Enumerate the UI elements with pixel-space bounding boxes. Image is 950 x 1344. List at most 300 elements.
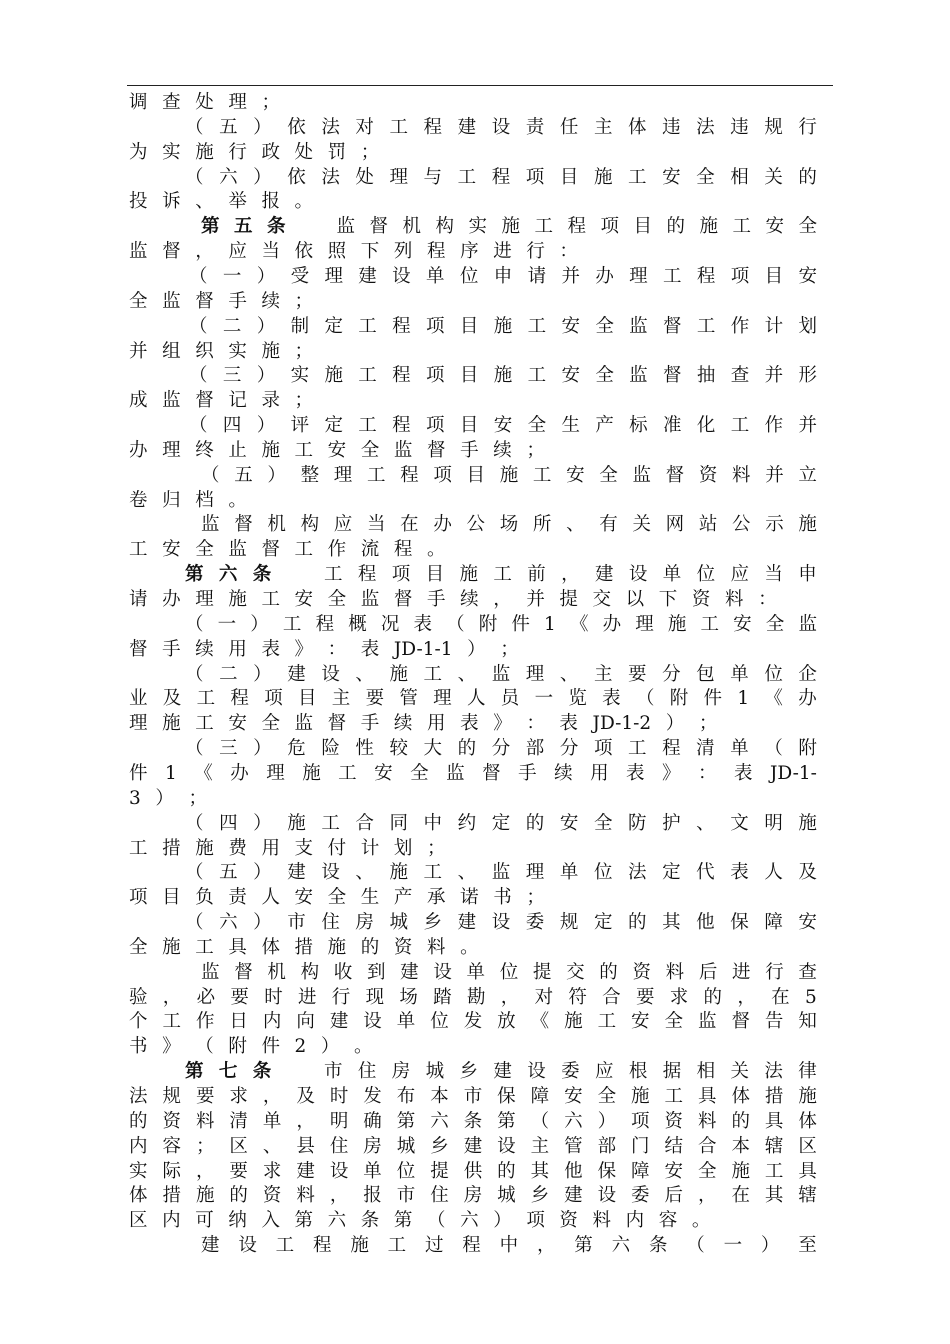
text-glyph: 程 [392, 365, 411, 387]
text-glyph: 安 [662, 166, 681, 188]
text-glyph: 业 [129, 688, 148, 710]
text-glyph: 手 [518, 762, 537, 784]
text-glyph: ） [253, 862, 272, 884]
text-glyph: 主 [593, 116, 613, 138]
text-glyph: 、 [262, 1135, 282, 1157]
text-glyph: 提 [559, 589, 578, 610]
text-glyph: ： [559, 241, 578, 263]
text-glyph: 文 [730, 812, 749, 834]
text-glyph: 要 [365, 688, 385, 710]
text-glyph: 全 [327, 589, 347, 610]
text-line [189, 264, 817, 289]
text-glyph: 设 [392, 265, 411, 287]
text-glyph: 作 [764, 415, 784, 437]
text-glyph: 员 [500, 688, 520, 710]
text-glyph: 诉 [162, 191, 181, 213]
text-glyph: 。 [691, 1210, 711, 1232]
text-glyph: 位 [459, 265, 479, 287]
text-line [201, 512, 817, 537]
text-glyph: 手 [426, 589, 446, 610]
text-glyph: 项 [631, 1110, 650, 1132]
text-line [129, 1183, 817, 1208]
text-glyph: 续 [393, 713, 413, 735]
text-glyph: 施 [798, 514, 817, 536]
text-glyph: 建 [400, 961, 419, 983]
text-glyph: 当 [261, 241, 280, 263]
text-glyph: 工 [423, 663, 443, 685]
text-glyph: 单 [730, 738, 749, 760]
text-glyph: 程 [315, 613, 335, 635]
text-glyph: 求 [229, 1086, 248, 1107]
text-glyph: 、 [559, 663, 579, 685]
text-glyph: 法 [628, 862, 647, 884]
text-glyph: 至 [798, 1235, 817, 1257]
text-glyph: 》 [162, 1036, 181, 1058]
text-glyph: ） [256, 315, 276, 337]
text-glyph: 《 [569, 613, 589, 635]
text-glyph: 提 [430, 1160, 449, 1182]
text-glyph: ） [760, 1235, 780, 1257]
text-glyph: 用 [590, 762, 609, 784]
text-glyph: 全 [599, 464, 618, 486]
text-glyph: 附 [669, 688, 689, 710]
text-glyph: 照 [327, 241, 347, 263]
text-glyph: 督 [195, 290, 214, 312]
text-glyph: 施 [564, 1011, 583, 1033]
text-glyph: 罚 [327, 141, 347, 163]
text-glyph: 工 [294, 439, 314, 461]
text-line [201, 463, 817, 488]
text-glyph: 发 [463, 1011, 483, 1033]
text-glyph: ， [195, 1160, 215, 1182]
text-glyph: 门 [631, 1135, 650, 1157]
text-glyph: 施 [195, 837, 214, 859]
text-glyph: 其 [662, 912, 681, 934]
text-glyph: 全 [129, 290, 148, 312]
text-glyph: 体 [261, 936, 280, 958]
text-glyph: 抽 [696, 365, 716, 387]
text-line [129, 686, 817, 711]
text-glyph: 供 [463, 1160, 483, 1182]
text-glyph: ， [162, 986, 182, 1008]
text-glyph: （ [195, 1036, 214, 1058]
text-glyph: 作 [730, 315, 750, 337]
text-glyph: ； [261, 92, 280, 113]
text-glyph: 法 [129, 1086, 148, 1107]
text-glyph: 验 [129, 986, 148, 1008]
text-glyph: 、 [457, 663, 477, 685]
text-glyph: 监 [294, 713, 314, 735]
text-glyph: 程 [426, 241, 446, 263]
text-glyph: 下 [360, 241, 380, 263]
text-glyph: 六 [327, 1210, 347, 1232]
text-glyph: ） [665, 713, 685, 735]
text-glyph: 手 [228, 290, 247, 312]
text-glyph: 设 [497, 1135, 516, 1157]
text-glyph: 障 [764, 912, 783, 934]
text-glyph: （ [635, 688, 655, 710]
text-line [129, 1159, 817, 1184]
text-glyph: 一 [222, 265, 242, 287]
text-glyph: ， [262, 1086, 282, 1107]
text-glyph: 建 [287, 862, 306, 884]
text-glyph: 的 [731, 1110, 750, 1132]
text-glyph: 保 [497, 1086, 516, 1107]
text-glyph: 手 [460, 439, 479, 461]
text-glyph: 分 [662, 663, 681, 685]
text-glyph: 请 [129, 589, 148, 610]
text-glyph: 请 [527, 265, 547, 287]
text-glyph: 作 [195, 1011, 215, 1033]
text-glyph: 障 [631, 1160, 650, 1182]
text-glyph: 具 [697, 1086, 717, 1107]
text-glyph: 施 [731, 1160, 750, 1182]
text-glyph: 负 [195, 887, 214, 909]
text-glyph: 第 [294, 1210, 314, 1232]
text-glyph: 申 [493, 265, 513, 287]
text-glyph: 受 [290, 265, 310, 287]
text-glyph: 当 [366, 514, 386, 536]
text-glyph: 建 [457, 912, 477, 934]
text-glyph: （ [446, 613, 465, 635]
text-glyph: 手 [360, 713, 380, 735]
text-glyph: 及 [296, 1086, 315, 1107]
text-glyph: 工 [457, 166, 477, 188]
text-glyph: 设 [527, 1061, 546, 1083]
text-glyph: 管 [399, 688, 418, 710]
text-glyph: 行 [765, 961, 784, 983]
text-glyph: 的 [703, 986, 723, 1008]
text-line [129, 438, 817, 463]
text-glyph: 措 [162, 837, 181, 859]
text-glyph: 辖 [798, 1185, 817, 1207]
text-line [129, 786, 817, 811]
text-glyph: 乡 [530, 1185, 550, 1207]
text-glyph: 监 [162, 390, 181, 412]
text-glyph: 明 [764, 812, 783, 834]
text-glyph: 准 [663, 415, 682, 437]
heading-char: 五 [234, 216, 253, 238]
text-glyph: 附 [228, 1036, 247, 1058]
text-glyph: 结 [664, 1135, 684, 1157]
text-glyph: 安 [493, 415, 513, 437]
text-glyph: 监 [162, 290, 181, 312]
text-glyph: 理 [525, 862, 545, 884]
text-glyph: 的 [497, 1160, 516, 1182]
text-glyph: 体 [129, 1185, 148, 1207]
text-glyph: 实 [162, 141, 181, 163]
text-glyph: 工 [358, 315, 377, 337]
text-glyph: 划 [393, 837, 413, 859]
text-glyph: 概 [348, 613, 367, 635]
text-glyph: 内 [625, 1210, 645, 1232]
text-glyph: 续 [554, 762, 573, 784]
text-glyph: 位 [593, 862, 613, 884]
text-glyph: ， [500, 986, 520, 1008]
text-glyph: 织 [195, 340, 214, 362]
text-glyph: 全 [597, 1086, 617, 1107]
text-glyph: 安 [228, 713, 247, 735]
article-heading-line [201, 214, 817, 239]
text-glyph: 理 [629, 265, 648, 287]
text-glyph: 监 [360, 589, 380, 610]
text-line [185, 811, 817, 836]
text-glyph: 办 [230, 762, 249, 784]
text-line [129, 985, 817, 1010]
text-glyph: 工 [195, 936, 214, 958]
text-glyph: 对 [355, 116, 374, 138]
text-glyph: 六 [430, 1110, 449, 1132]
text-glyph: 单 [363, 1160, 382, 1182]
text-glyph: ： [698, 762, 717, 784]
text-glyph: 施 [798, 1086, 817, 1107]
text-glyph: 工 [527, 315, 547, 337]
text-glyph: 项 [593, 738, 613, 760]
text-glyph: 据 [662, 1061, 682, 1083]
text-glyph: 《 [194, 762, 213, 784]
text-glyph: 勘 [466, 986, 486, 1008]
text-glyph: 护 [662, 812, 681, 834]
text-glyph: 施 [195, 1185, 215, 1207]
text-glyph: 录 [261, 390, 280, 412]
text-glyph: 实 [290, 365, 310, 387]
text-glyph: 保 [597, 1160, 617, 1182]
text-glyph: 位 [430, 1011, 449, 1033]
text-glyph: 设 [491, 912, 511, 934]
text-glyph: 、 [195, 191, 214, 213]
text-glyph: ； [698, 713, 718, 735]
text-glyph: 施 [798, 812, 817, 834]
text-glyph: 、 [355, 862, 374, 884]
text-glyph: 程 [400, 464, 419, 486]
text-glyph: 记 [228, 390, 247, 412]
text-glyph: 合 [602, 986, 621, 1008]
text-glyph: 监 [632, 464, 651, 486]
text-glyph: 六 [219, 166, 238, 188]
text-glyph: 定 [491, 812, 511, 834]
text-line [201, 960, 817, 985]
text-glyph: 根 [628, 1061, 648, 1083]
text-glyph: 危 [287, 738, 306, 760]
text-glyph: 部 [597, 1135, 617, 1157]
text-glyph: 工 [321, 812, 340, 834]
text-glyph: ） [253, 812, 272, 834]
text-glyph: 计 [360, 837, 380, 859]
text-glyph: 主 [530, 1135, 550, 1157]
text-glyph: 投 [129, 191, 148, 213]
text-glyph: 件 [129, 762, 148, 784]
text-glyph: 到 [366, 961, 386, 983]
text-glyph: 支 [294, 837, 314, 859]
text-glyph: 企 [798, 663, 817, 685]
text-glyph: 安 [664, 1160, 684, 1182]
text-glyph: 督 [663, 315, 682, 337]
text-glyph: 办 [129, 439, 148, 461]
text-glyph: 用 [426, 713, 446, 735]
text-glyph: 督 [393, 589, 413, 610]
text-glyph: 安 [559, 812, 579, 834]
text-glyph: 归 [162, 489, 181, 511]
text-glyph: 建 [457, 116, 477, 138]
article-heading-line [185, 1059, 817, 1084]
text-glyph: 工 [732, 216, 751, 238]
text-glyph: 后 [698, 961, 718, 983]
text-glyph: ， [195, 241, 214, 263]
text-glyph: 有 [599, 514, 618, 536]
text-glyph: 内 [129, 1135, 148, 1157]
text-glyph: 办 [798, 688, 817, 710]
text-glyph: ； [195, 1135, 215, 1157]
text-glyph: 城 [497, 1185, 516, 1207]
text-glyph: 条 [463, 1110, 483, 1132]
text-glyph: 施 [493, 365, 513, 387]
text-glyph: 、 [457, 862, 477, 884]
text-glyph: 1 [164, 762, 177, 784]
text-glyph: 并 [526, 589, 545, 610]
text-glyph: 督 [234, 961, 253, 983]
text-glyph: 工 [628, 166, 647, 188]
text-glyph: 申 [798, 564, 817, 586]
text-glyph: 料 [665, 961, 685, 983]
text-glyph: 具 [764, 1110, 784, 1132]
text-glyph: 工 [129, 539, 148, 561]
text-glyph: 符 [568, 986, 587, 1008]
text-glyph: 四 [219, 812, 238, 834]
text-glyph: 内 [162, 1210, 181, 1232]
text-glyph: 项 [600, 216, 619, 238]
text-glyph: 示 [765, 514, 784, 536]
text-glyph: 程 [662, 738, 681, 760]
text-glyph: 第 [574, 1235, 593, 1257]
text-line [129, 189, 817, 214]
text-glyph: 全 [410, 762, 429, 784]
text-glyph: 督 [162, 241, 181, 263]
text-glyph: 处 [195, 92, 214, 113]
text-glyph: 成 [129, 390, 148, 412]
text-glyph: 安 [564, 1086, 583, 1107]
text-glyph: （ [185, 116, 204, 138]
text-glyph: 工 [338, 762, 357, 784]
text-glyph: 行 [526, 241, 545, 263]
text-glyph: 督 [369, 216, 388, 238]
text-glyph: 付 [327, 837, 347, 859]
text-glyph: 目 [459, 315, 479, 337]
text-glyph: 际 [162, 1160, 181, 1182]
text-glyph: 行 [331, 986, 351, 1008]
text-glyph: 下 [658, 589, 678, 610]
text-glyph: 制 [290, 315, 310, 337]
text-glyph: 施 [501, 216, 520, 238]
text-glyph: 目 [459, 415, 479, 437]
text-glyph: 工 [534, 216, 553, 238]
text-glyph: 程 [392, 315, 411, 337]
text-glyph: 监 [491, 663, 511, 685]
text-glyph: 三 [222, 365, 242, 387]
text-glyph: 工 [195, 713, 214, 735]
text-glyph: 第 [497, 1110, 516, 1132]
text-glyph: 一 [217, 613, 237, 635]
text-line [129, 488, 817, 513]
text-glyph: 任 [559, 116, 579, 138]
text-glyph: 违 [662, 116, 681, 138]
text-glyph: 安 [294, 589, 314, 610]
text-glyph: 市 [287, 912, 306, 934]
text-glyph: 实 [228, 340, 247, 362]
text-glyph: 一 [534, 688, 554, 710]
text-glyph: 监 [697, 1011, 717, 1033]
text-glyph: 构 [300, 961, 320, 983]
text-glyph: 的 [666, 216, 685, 238]
text-glyph: 工 [423, 862, 443, 884]
text-glyph: （ [185, 166, 204, 188]
text-glyph: 前 [527, 564, 546, 586]
text-glyph: （ [189, 315, 208, 337]
text-glyph: 施 [499, 464, 519, 486]
heading-char: 第 [185, 564, 204, 586]
text-glyph: 监 [446, 762, 465, 784]
text-glyph: 资 [664, 1110, 684, 1132]
text-glyph: 立 [798, 464, 817, 486]
text-glyph: 责 [228, 887, 247, 909]
text-line [129, 140, 817, 165]
text-glyph: 发 [363, 1086, 382, 1107]
text-glyph: 程 [312, 1235, 332, 1257]
text-glyph: 工 [162, 1011, 181, 1033]
text-glyph: 施 [195, 141, 214, 163]
text-glyph: 施 [493, 315, 513, 337]
text-glyph: 流 [360, 539, 380, 561]
text-line [129, 388, 817, 413]
text-glyph: 施 [162, 713, 181, 735]
text-glyph: 项 [426, 415, 445, 437]
text-glyph: 布 [396, 1086, 416, 1107]
text-glyph: 督 [665, 464, 685, 486]
text-glyph: 并 [764, 365, 784, 387]
text-glyph: 监 [629, 365, 648, 387]
text-glyph: 委 [631, 1185, 650, 1207]
text-glyph: 律 [798, 1061, 817, 1083]
text-glyph: 及 [798, 862, 817, 884]
text-glyph: 全 [765, 613, 785, 635]
text-glyph: 程 [696, 265, 716, 287]
text-glyph: 保 [730, 912, 749, 934]
text-glyph: 体 [628, 116, 647, 138]
text-glyph: 序 [460, 241, 479, 263]
text-line [129, 1208, 817, 1233]
text-line [189, 314, 817, 339]
text-glyph: 施 [228, 589, 247, 610]
text-glyph: 并 [561, 265, 580, 287]
text-glyph: 程 [357, 564, 377, 586]
text-glyph: 分 [559, 738, 579, 760]
text-glyph: 安 [798, 912, 817, 934]
text-line [129, 711, 817, 736]
text-glyph: 构 [300, 514, 320, 536]
text-line [185, 860, 817, 885]
text-glyph: ） [250, 613, 269, 635]
text-glyph: 单 [559, 862, 579, 884]
heading-char: 六 [218, 564, 238, 586]
text-glyph: 举 [228, 191, 247, 213]
text-glyph: ） [253, 912, 272, 934]
text-glyph: 单 [466, 961, 486, 983]
text-glyph: 全 [798, 216, 817, 238]
text-glyph: 委 [525, 912, 545, 934]
text-glyph: 项 [526, 1210, 545, 1232]
text-glyph: 设 [363, 1011, 382, 1033]
text-glyph: 在 [731, 1185, 750, 1207]
text-glyph: 中 [499, 1235, 519, 1257]
